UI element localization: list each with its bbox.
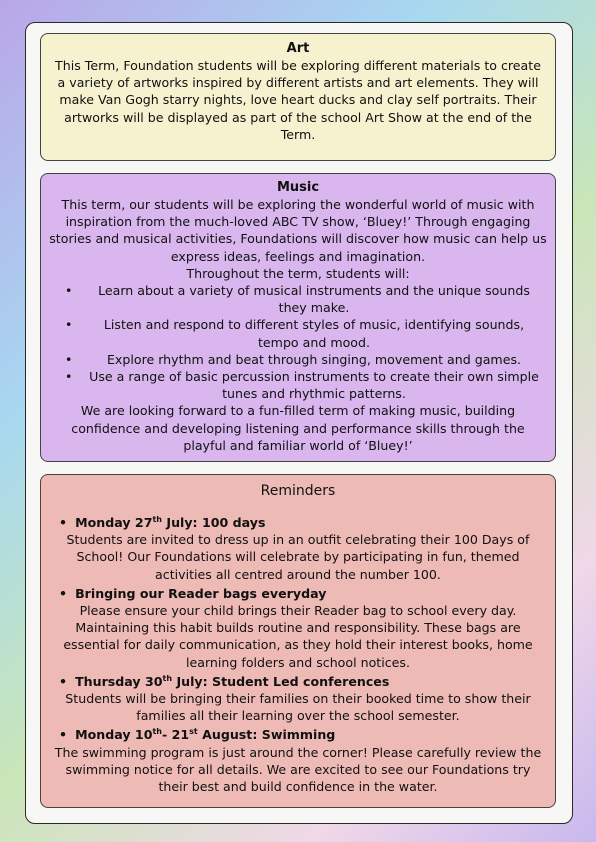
bullet-icon: • — [65, 369, 73, 385]
list-item: • Explore rhythm and beat through singing, movement and games. — [65, 351, 522, 367]
reminders-title: Reminders — [260, 483, 336, 499]
art-section — [40, 33, 556, 161]
reminder-body: Please ensure your child brings their Reader bag to school every day. Maintaining this habit builds routine and responsibility. These bags are essential for daily communication, as they hold their interest books, home learning folders and school notices. — [63, 603, 533, 670]
music-title: Music — [276, 180, 320, 195]
bullet-icon: • — [65, 317, 73, 333]
list-item: • Learn about a variety of musical instruments and the unique sounds they make. — [65, 283, 530, 316]
reminder-heading: • Monday 27th July: 100 days — [59, 514, 266, 530]
bullet-icon: • — [65, 283, 73, 299]
music-closing: We are looking forward to a fun-filled term of making music, building confidence and developing listening and performance skills through the playful and familiar world of ‘Bluey!’ — [71, 403, 525, 453]
bullet-icon: • — [59, 585, 68, 601]
music-lead: Throughout the term, students will: — [186, 265, 410, 281]
reminder-heading: • Monday 10th- 21st August: Swimming — [59, 727, 336, 743]
art-title: Art — [286, 41, 310, 56]
reminder-body: The swimming program is just around the corner! Please carefully review the swimming notice for all details. We are excited to see our Foundations try their best and build confidence in the water. — [54, 744, 542, 795]
bullet-icon: • — [59, 673, 68, 689]
reminder-heading: • Thursday 30th July: Student Led conferences — [59, 673, 390, 689]
art-body: This Term, Foundation students will be exploring different materials to create a variety of artworks inspired by different artists and art elements. They will make Van Gogh starry nights, love heart ducks and clay self portraits. Their artworks will be displayed as part of the school Art Show at the end of the Term. — [55, 58, 541, 142]
bullet-icon: • — [59, 727, 68, 743]
reminder-body: Students are invited to dress up in an outfit celebrating their 100 Days of School! Our Foundations will celebrate by participating in fun, themed activities all centred around the number 100. — [66, 532, 530, 582]
reminder-heading: • Bringing our Reader bags everyday — [59, 585, 327, 601]
reminder-body: Students will be bringing their families on their booked time to show their families all their learning over the school semester. — [65, 691, 531, 724]
list-item: • Use a range of basic percussion instruments to create their own simple tunes and rhythmic patterns. — [65, 369, 539, 402]
music-intro: This term, our students will be exploring the wonderful world of music with inspiration from the much-loved ABC TV show, ‘Bluey!’ Through engaging stories and musical activities, Foundations will discover how music can help us express ideas, feelings and imagination. — [49, 197, 547, 264]
music-section — [40, 173, 556, 462]
list-item: • Listen and respond to different styles of music, identifying sounds, tempo and mood. — [65, 317, 525, 350]
bullet-icon: • — [65, 351, 73, 367]
reminders-section — [40, 474, 556, 808]
music-list — [49, 282, 547, 402]
newsletter-page — [25, 22, 573, 824]
bullet-icon: • — [59, 515, 68, 530]
